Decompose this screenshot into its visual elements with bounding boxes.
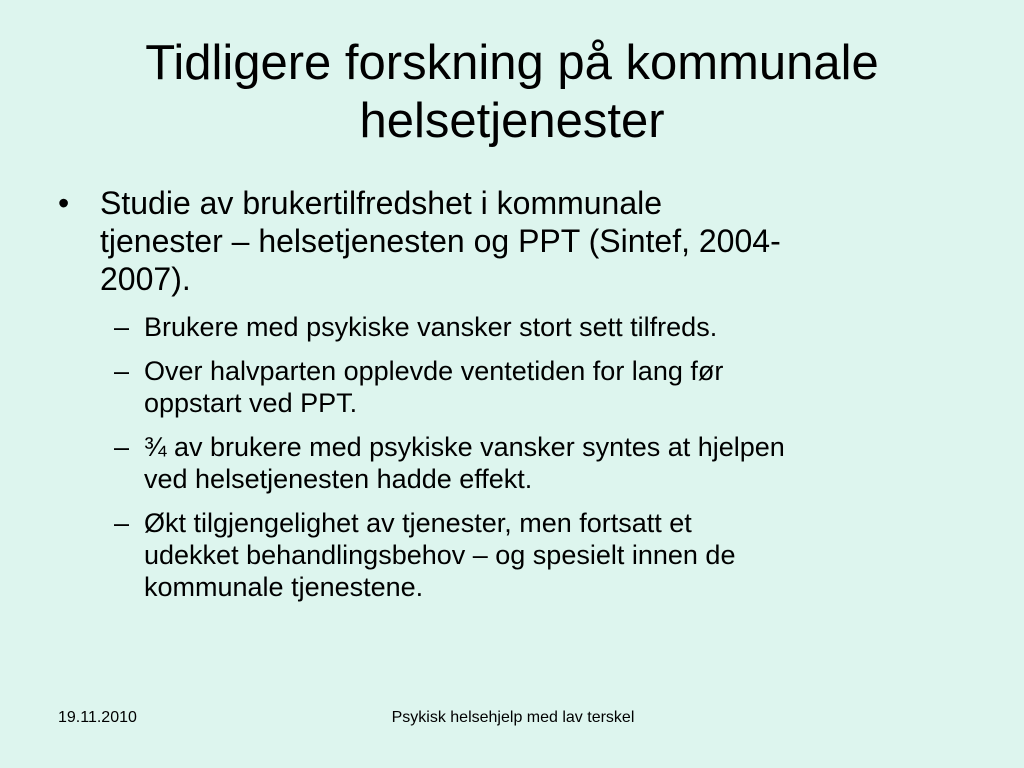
- sub-bullet-item: [114, 311, 968, 343]
- footer-date: 19.11.2010: [58, 709, 137, 726]
- sub-bullet-list: [58, 311, 968, 603]
- bullet-marker: •: [58, 185, 70, 221]
- sub-bullet-text-line-2: ved helsetjenesten hadde effekt.: [144, 464, 533, 494]
- bullet-item: [58, 184, 968, 298]
- sub-bullet-item: [114, 507, 968, 603]
- slide-body: [58, 184, 968, 615]
- sub-bullet-text-line-1: Økt tilgjengelighet av tjenester, men fortsatt et: [144, 508, 692, 538]
- sub-bullet-text-line-2: udekket behandlingsbehov – og spesielt innen de: [144, 540, 736, 570]
- sub-bullet-text-line-1: Brukere med psykiske vansker stort sett tilfreds.: [144, 312, 718, 342]
- sub-bullet-text-line-1: Over halvparten opplevde ventetiden for lang før: [144, 356, 724, 386]
- slide-title-line-2: helsetjenester: [359, 94, 665, 148]
- sub-bullet-marker: –: [114, 312, 130, 342]
- slide-title: [40, 34, 984, 150]
- sub-bullet-item: [114, 431, 968, 495]
- sub-bullet-text-line-2: oppstart ved PPT.: [144, 388, 358, 418]
- bullet-text-line-1: Studie av brukertilfredshet i kommunale: [100, 185, 663, 221]
- sub-bullet-marker: –: [114, 508, 130, 538]
- bullet-text-line-2: tjenester – helsetjenesten og PPT (Sintef, 2004-: [100, 223, 781, 259]
- footer-title: Psykisk helsehjelp med lav terskel: [391, 709, 635, 726]
- sub-bullet-item: [114, 355, 968, 419]
- bullet-text-line-3: 2007).: [100, 261, 191, 297]
- sub-bullet-marker: –: [114, 432, 130, 462]
- slide-title-line-1: Tidligere forskning på kommunale: [145, 36, 879, 90]
- sub-bullet-text-line-1: ¾ av brukere med psykiske vansker syntes at hjelpen: [144, 432, 785, 462]
- sub-bullet-text-line-3: kommunale tjenestene.: [144, 572, 424, 602]
- sub-bullet-marker: –: [114, 356, 130, 386]
